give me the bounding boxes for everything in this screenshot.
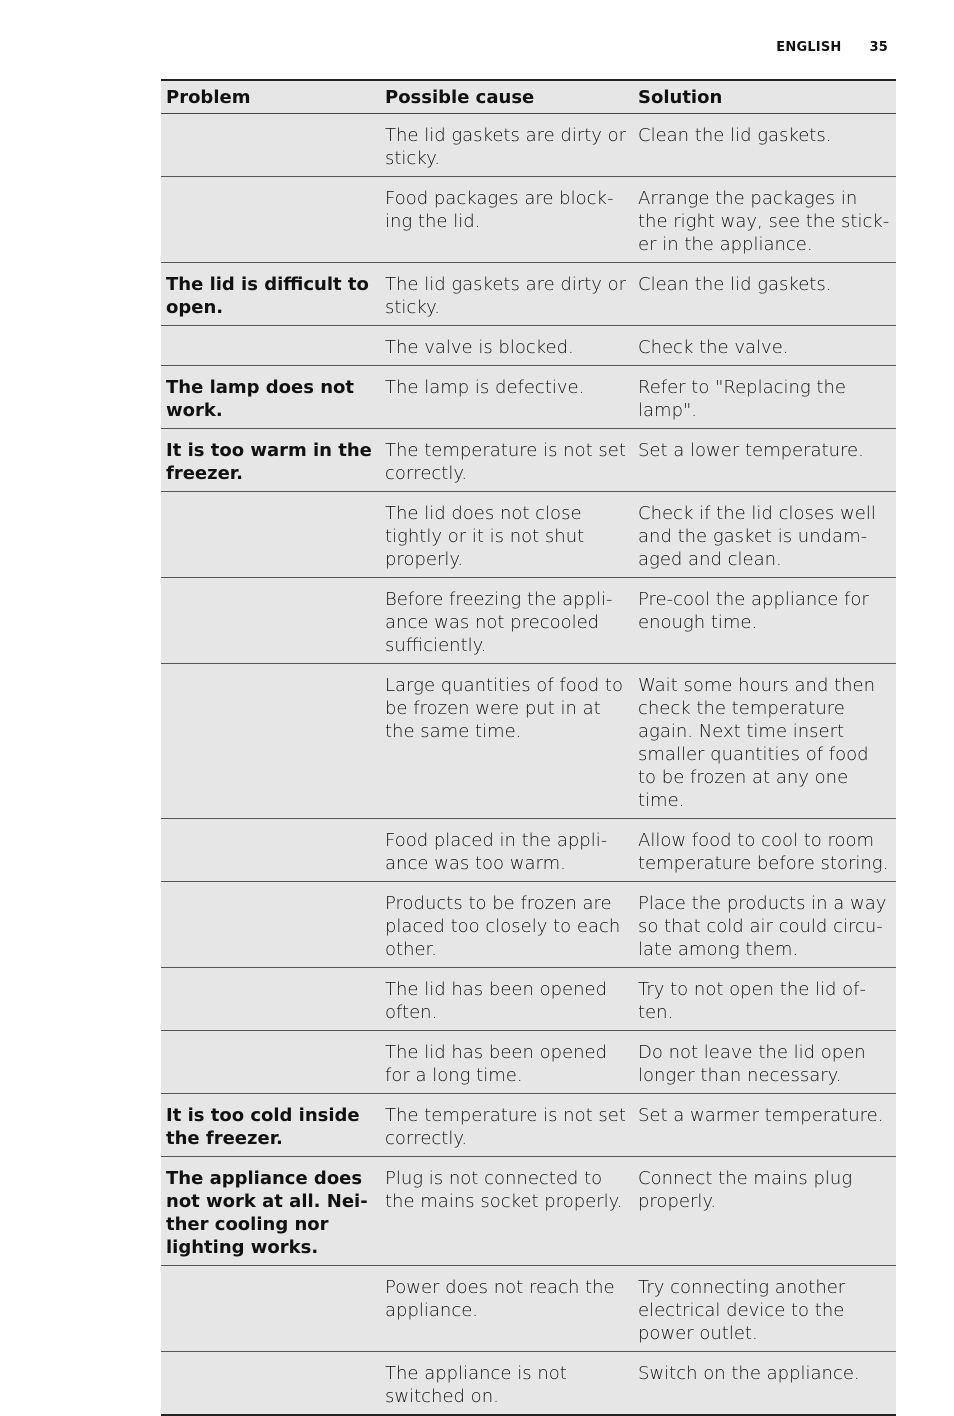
cause-cell: Plug is not connected to the mains socket properly. [380,1157,633,1266]
solution-cell: Do not leave the lid open longer than necessary. [633,1031,896,1094]
solution-cell: Check if the lid closes well and the gasket is undam-aged and clean. [633,492,896,578]
problem-cell [161,326,380,366]
solution-cell: Connect the mains plug properly. [633,1157,896,1266]
table-row [161,492,896,578]
table-row [161,1094,896,1157]
solution-cell: Switch on the appliance. [633,1352,896,1416]
cause-cell: Power does not reach the appliance. [380,1266,633,1352]
cause-cell: The lid gaskets are dirty or sticky. [380,263,633,326]
solution-cell: Pre-cool the appliance for enough time. [633,578,896,664]
cause-cell: The lid has been opened for a long time. [380,1031,633,1094]
cause-cell: The temperature is not set correctly. [380,1094,633,1157]
cause-cell: The appliance is not switched on. [380,1352,633,1416]
table-row [161,664,896,819]
page-number: 35 [869,40,888,55]
problem-cell [161,968,380,1031]
table-row [161,114,896,177]
problem-cell [161,1352,380,1416]
table-row [161,177,896,263]
problem-cell: It is too cold inside the freezer. [161,1094,380,1157]
problem-cell [161,492,380,578]
solution-cell: Wait some hours and then check the temperature again. Next time insert smaller quantities of food to be frozen at any one time. [633,664,896,819]
problem-cell [161,1031,380,1094]
table-row [161,429,896,492]
table-row [161,968,896,1031]
solution-cell: Clean the lid gaskets. [633,263,896,326]
solution-cell: Try to not open the lid of-ten. [633,968,896,1031]
problem-cell [161,177,380,263]
cause-cell: Food placed in the appli-ance was too warm. [380,819,633,882]
problem-cell [161,664,380,819]
problem-cell [161,114,380,177]
column-header-problem: Problem [161,80,380,114]
cause-cell: Before freezing the appli-ance was not precooled sufficiently. [380,578,633,664]
cause-cell: The valve is blocked. [380,326,633,366]
cause-cell: The lid does not close tightly or it is not shut properly. [380,492,633,578]
problem-cell: The appliance does not work at all. Nei-ther cooling nor lighting works. [161,1157,380,1266]
problem-cell [161,1266,380,1352]
table-header-row [161,80,896,114]
problem-cell: The lid is difficult to open. [161,263,380,326]
page-header [776,40,888,55]
table-row [161,578,896,664]
cause-cell: The lamp is defective. [380,366,633,429]
column-header-solution: Solution [633,80,896,114]
solution-cell: Refer to "Replacing the lamp". [633,366,896,429]
table-row [161,1352,896,1416]
cause-cell: Large quantities of food to be frozen were put in at the same time. [380,664,633,819]
cause-cell: The temperature is not set correctly. [380,429,633,492]
cause-cell: The lid gaskets are dirty or sticky. [380,114,633,177]
cause-cell: The lid has been opened often. [380,968,633,1031]
table-row [161,1266,896,1352]
problem-cell: It is too warm in the freezer. [161,429,380,492]
problem-cell [161,819,380,882]
table-row [161,819,896,882]
solution-cell: Set a warmer temperature. [633,1094,896,1157]
solution-cell: Check the valve. [633,326,896,366]
solution-cell: Arrange the packages in the right way, see the stick-er in the appliance. [633,177,896,263]
table-row [161,1031,896,1094]
column-header-cause: Possible cause [380,80,633,114]
solution-cell: Set a lower temperature. [633,429,896,492]
solution-cell: Clean the lid gaskets. [633,114,896,177]
solution-cell: Try connecting another electrical device to the power outlet. [633,1266,896,1352]
table-row [161,882,896,968]
cause-cell: Food packages are block-ing the lid. [380,177,633,263]
solution-cell: Allow food to cool to room temperature before storing. [633,819,896,882]
table-row [161,326,896,366]
problem-cell [161,578,380,664]
cause-cell: Products to be frozen are placed too closely to each other. [380,882,633,968]
table-row [161,366,896,429]
problem-cell: The lamp does not work. [161,366,380,429]
solution-cell: Place the products in a way so that cold air could circu-late among them. [633,882,896,968]
language-label: ENGLISH [776,40,842,55]
troubleshooting-table [161,79,896,1416]
table-row [161,1157,896,1266]
table-row [161,263,896,326]
problem-cell [161,882,380,968]
